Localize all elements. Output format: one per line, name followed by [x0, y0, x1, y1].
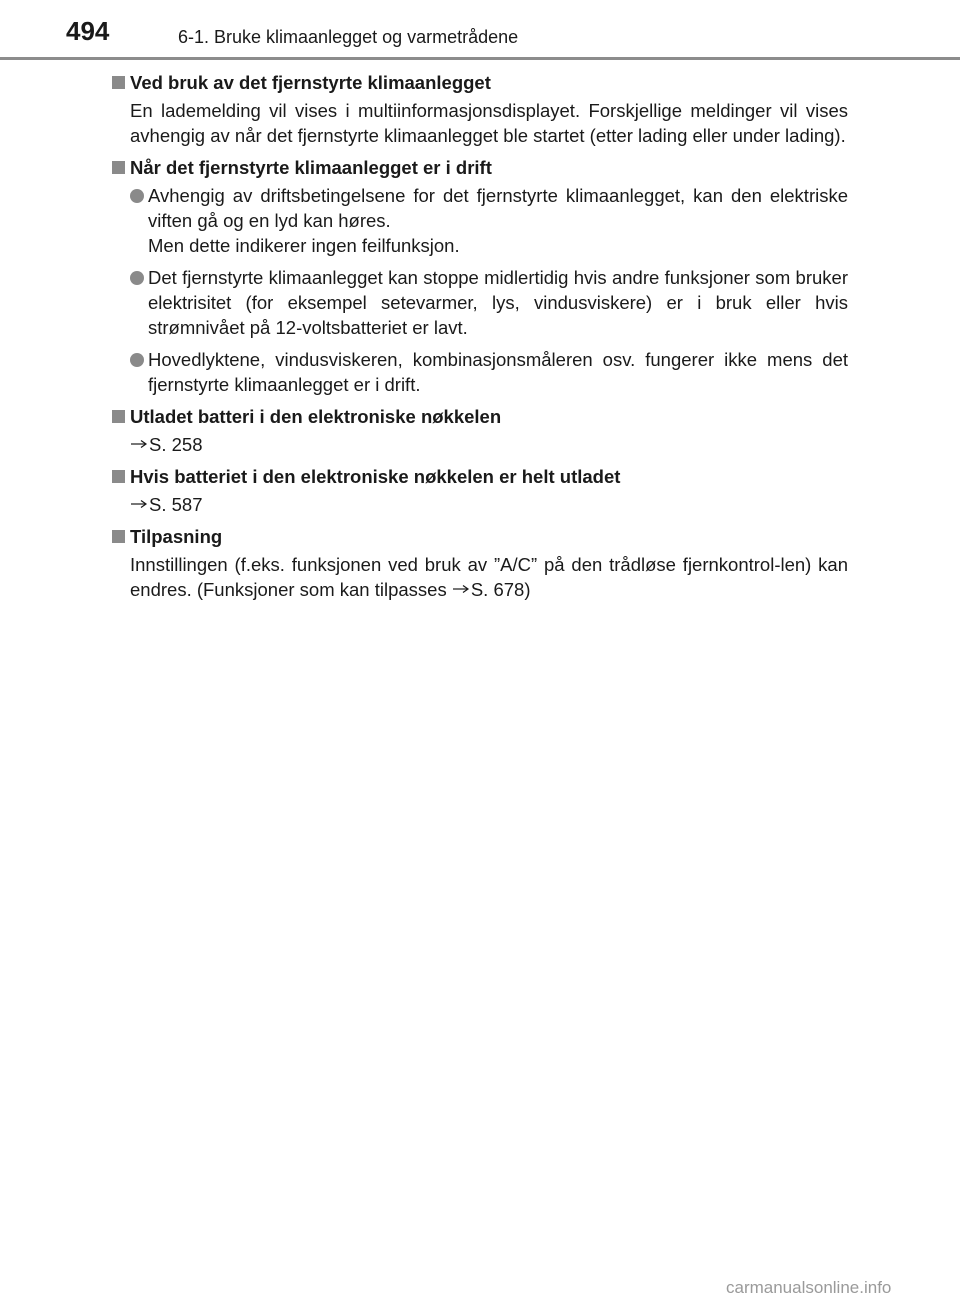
section-remote-ac-operating — [112, 155, 848, 397]
circle-bullet-icon — [130, 189, 144, 203]
section-remote-ac-use — [112, 70, 848, 148]
square-bullet-icon — [112, 410, 125, 423]
list-item — [112, 265, 848, 340]
section-heading-text: Utladet batteri i den elektroniske nøkkelen — [130, 406, 502, 427]
page-reference-text: S. 678) — [470, 579, 531, 600]
section-heading — [112, 524, 848, 549]
section-heading — [112, 70, 848, 95]
section-heading-text: Tilpasning — [130, 526, 223, 547]
list-item-text: Hovedlyktene, vindusviskeren, kombinasjonsmåleren osv. fungerer ikke mens det fjernstyrte klimaanlegget er i drift. — [148, 349, 848, 395]
list-item-text: Det fjernstyrte klimaanlegget kan stoppe midlertidig hvis andre funksjoner som bruker elektrisitet (for eksempel setevarmer, lys, vindusviskere) er i bruk eller hvis strømnivået på 12-voltsbatteriet er lavt. — [148, 267, 848, 338]
list-item-text: Avhengig av driftsbetingelsene for det fjernstyrte klimaanlegget, kan den elektriske viften gå og en lyd kan høres. — [148, 185, 848, 231]
square-bullet-icon — [112, 530, 125, 543]
section-paragraph — [130, 552, 848, 602]
chapter-title: 6-1. Bruke klimaanlegget og varmetrådene — [178, 27, 519, 47]
page-content — [112, 70, 848, 609]
section-discharged-key-battery — [112, 404, 848, 457]
section-heading — [112, 155, 848, 180]
section-customization — [112, 524, 848, 602]
arrow-right-icon — [452, 584, 470, 594]
header-rule — [0, 57, 960, 60]
section-heading — [112, 464, 848, 489]
section-paragraph-text: Innstillingen (f.eks. funksjonen ved bruk av ”A/C” på den trådløse fjernkontrol-len) kan endres. (Funksjoner som kan tilpasses — [130, 554, 848, 600]
bullet-list — [112, 183, 848, 397]
section-heading-text: Når det fjernstyrte klimaanlegget er i drift — [130, 157, 492, 178]
watermark: carmanualsonline.info — [726, 1278, 892, 1297]
arrow-right-icon — [130, 439, 148, 449]
list-item — [112, 183, 848, 258]
page-number: 494 — [66, 16, 110, 46]
page-header — [0, 0, 960, 62]
section-fully-discharged-key-battery — [112, 464, 848, 517]
square-bullet-icon — [112, 161, 125, 174]
section-heading-text: Ved bruk av det fjernstyrte klimaanlegget — [130, 72, 491, 93]
page-reference[interactable] — [130, 492, 848, 517]
list-item-text: Men dette indikerer ingen feilfunksjon. — [148, 235, 460, 256]
page-reference-text: S. 587 — [149, 494, 203, 515]
circle-bullet-icon — [130, 271, 144, 285]
square-bullet-icon — [112, 470, 125, 483]
page-reference[interactable] — [452, 579, 531, 600]
arrow-right-icon — [130, 499, 148, 509]
page-reference-text: S. 258 — [149, 434, 203, 455]
page-reference[interactable] — [130, 432, 848, 457]
section-heading-text: Hvis batteriet i den elektroniske nøkkelen er helt utladet — [130, 466, 621, 487]
circle-bullet-icon — [130, 353, 144, 367]
section-heading — [112, 404, 848, 429]
square-bullet-icon — [112, 76, 125, 89]
section-paragraph: En lademelding vil vises i multiinformasjonsdisplayet. Forskjellige meldinger vil vises avhengig av når det fjernstyrte klimaanlegget ble startet (etter lading eller under lading). — [130, 100, 848, 146]
list-item — [112, 347, 848, 397]
